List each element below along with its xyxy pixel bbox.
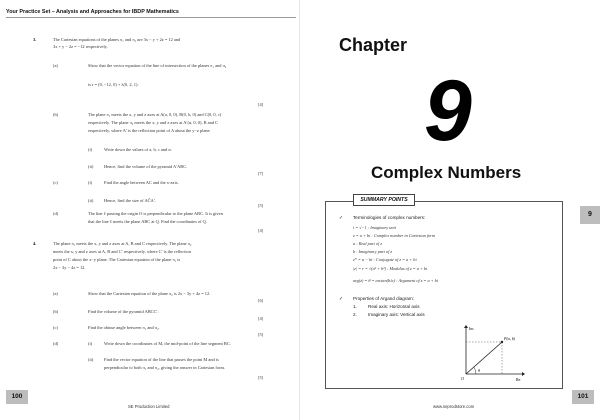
- q3a-marks: [4]: [258, 102, 264, 107]
- summary-point-2-title: Properties of Argand diagram:: [353, 296, 415, 301]
- question-3-stem-line-2: 3x + y − 2z = −12 respectively.: [53, 44, 108, 49]
- q3c-marks: [5]: [258, 203, 264, 208]
- point-label: P(a, b): [504, 336, 516, 341]
- summary-line-argument: arg(z) = θ = arctan(b/a) : Argument of z = a + bi: [353, 278, 438, 283]
- question-4-stem-line-3: point of C about the x−y plane. The Cartesian equation of the plane π₁ is: [53, 257, 181, 262]
- check-icon: ✓: [339, 296, 344, 302]
- question-4-number: 4.: [33, 241, 37, 246]
- q3b-text-line-1: The plane π₁ meets the x, y and z axes at A(a, 0, 0), B(0, b, 0) and C(0, 0, c): [88, 112, 222, 117]
- chapter-side-tab: 9: [580, 206, 600, 224]
- q4d-ii-text-line-1: Find the vector equation of the line that passes the point M and is: [104, 357, 219, 362]
- q3d-marks: [4]: [258, 228, 264, 233]
- q3c-i-text: Find the angle between AC and the x-axis.: [104, 180, 179, 185]
- im-label: Im: [469, 326, 474, 331]
- q3c-ii-label: (ii): [88, 198, 94, 203]
- summary-line-cartesian-form: z = a + bi : Complex number in Cartesian form: [353, 233, 435, 238]
- q3c-i-label: (i): [88, 180, 93, 185]
- q3b-marks: [7]: [258, 171, 264, 176]
- imaginary-axis-arrowhead: [464, 325, 468, 328]
- point-p: [501, 341, 503, 343]
- question-3-number: 3.: [33, 37, 37, 42]
- q4c-label: (c): [53, 325, 58, 330]
- argand-item-1-text: Real axis: Horizontal axis: [368, 304, 420, 309]
- q3d-text-line-2: that the line ℓ meets the plane ABC at Q. Find the coordinates of Q.: [88, 219, 207, 224]
- q4b-label: (b): [53, 309, 59, 314]
- q4a-marks: [6]: [258, 298, 264, 303]
- question-4-stem-line-1: The plane π₁ meets the x, y and z axes at A, B and C respectively. The plane π₂: [53, 241, 192, 246]
- q3a-label: (a): [53, 63, 58, 68]
- q3d-text-line-1: The line ℓ passing the origin O is perpendicular to the plane ABC. It is given: [88, 211, 223, 216]
- question-4-stem-line-4: 2x − 3y − 4z = 12.: [53, 265, 86, 270]
- header-rule: [6, 17, 296, 18]
- argand-item-1-number: 1.: [353, 304, 357, 309]
- q4d-marks: [5]: [258, 375, 264, 380]
- q4c-text: Find the obtuse angle between π₁ and π₂.: [88, 325, 160, 330]
- argand-item-2-text: Imaginary axis: Vertical axis: [368, 312, 425, 317]
- q4c-marks: [5]: [258, 332, 264, 337]
- q3b-text-line-2: respectively. The plane π₂ meets the x, y and z axes at A′(α, 0, 0), B and C: [88, 120, 219, 125]
- q4a-label: (a): [53, 291, 58, 296]
- question-4-stem-line-2: meets the x, y and z axes at A, B and C′ respectively, where C′ is the reflection: [53, 249, 191, 254]
- q4d-i-label: (i): [88, 341, 93, 346]
- q3b-label: (b): [53, 112, 59, 117]
- q4d-ii-label: (ii): [88, 357, 94, 362]
- summary-point-1-title: Terminologies of complex numbers:: [353, 215, 426, 220]
- chapter-number: 9: [424, 63, 472, 159]
- angle-label: θ: [478, 368, 480, 373]
- argand-diagram: [456, 322, 526, 384]
- q4a-text: Show that the Cartesian equation of the plane π₂ is 2x − 3y + 4z = 12.: [88, 291, 211, 296]
- q4b-text: Find the volume of the pyramid ABCC′.: [88, 309, 159, 314]
- q4d-label: (d): [53, 341, 59, 346]
- q3c-label: (c): [53, 180, 58, 185]
- argand-item-2-number: 2.: [353, 312, 357, 317]
- q4d-i-text: Write down the coordinates of M, the mid-point of the line segment BC.: [104, 341, 231, 346]
- q4d-ii-text-line-2: perpendicular to both π₁ and π₂, giving the answer in Cartesian form.: [104, 365, 226, 370]
- summary-line-imaginary-unit: i = √−1 : Imaginary unit: [353, 225, 396, 230]
- footer-website: www.seprodstore.com: [433, 404, 475, 409]
- origin-label: O: [461, 376, 464, 381]
- q4b-marks: [4]: [258, 316, 264, 321]
- q3b-i-text: Write down the values of a, b, c and α.: [104, 147, 172, 152]
- page-number-left: 100: [6, 390, 28, 404]
- q3a-text: Show that the vector equation of the line of intersection of the planes π₁ and π₂: [88, 63, 227, 68]
- chapter-label: Chapter: [339, 35, 408, 55]
- q3d-label: (d): [53, 211, 59, 216]
- page-gutter: [299, 0, 300, 420]
- q3c-ii-text: Hence, find the size of AĈA′.: [104, 198, 156, 203]
- summary-line-modulus: |z| = r = √(a² + b²) : Modulus of z = a + bi: [353, 266, 428, 271]
- modulus-line: [466, 342, 502, 374]
- re-label: Re: [516, 377, 521, 382]
- running-header: Your Practice Set – Analysis and Approaches for IBDP Mathematics: [6, 9, 179, 15]
- summary-line-real-part: a : Real part of z: [353, 241, 383, 246]
- footer-publisher: SE Production Limited: [128, 404, 170, 409]
- real-axis-arrowhead: [522, 372, 525, 376]
- q3b-text-line-3: respectively, where A′ is the reflection point of A about the y−z plane.: [88, 128, 211, 133]
- chapter-title: Complex Numbers: [371, 163, 522, 182]
- angle-arc: [474, 368, 476, 375]
- summary-line-imaginary-part: b : Imaginary part of z: [353, 249, 393, 254]
- summary-points-tag: SUMMARY POINTS: [353, 194, 415, 206]
- q3a-equation: is r = (0, −12, 0) + λ(0, 2, 1).: [88, 82, 139, 87]
- q3b-ii-label: (ii): [88, 164, 94, 169]
- question-3-stem-line-1: The Cartesian equations of the planes π₁ and π₂ are 3x − y + 2z = 12 and: [53, 37, 181, 42]
- summary-line-conjugate: z* = a − bi : Conjugate of z = a + bi: [353, 257, 417, 262]
- page-number-right: 101: [572, 390, 594, 404]
- q3b-ii-text: Hence, find the volume of the pyramid A′ABC.: [104, 164, 188, 169]
- check-icon: ✓: [339, 215, 344, 221]
- q3b-i-label: (i): [88, 147, 93, 152]
